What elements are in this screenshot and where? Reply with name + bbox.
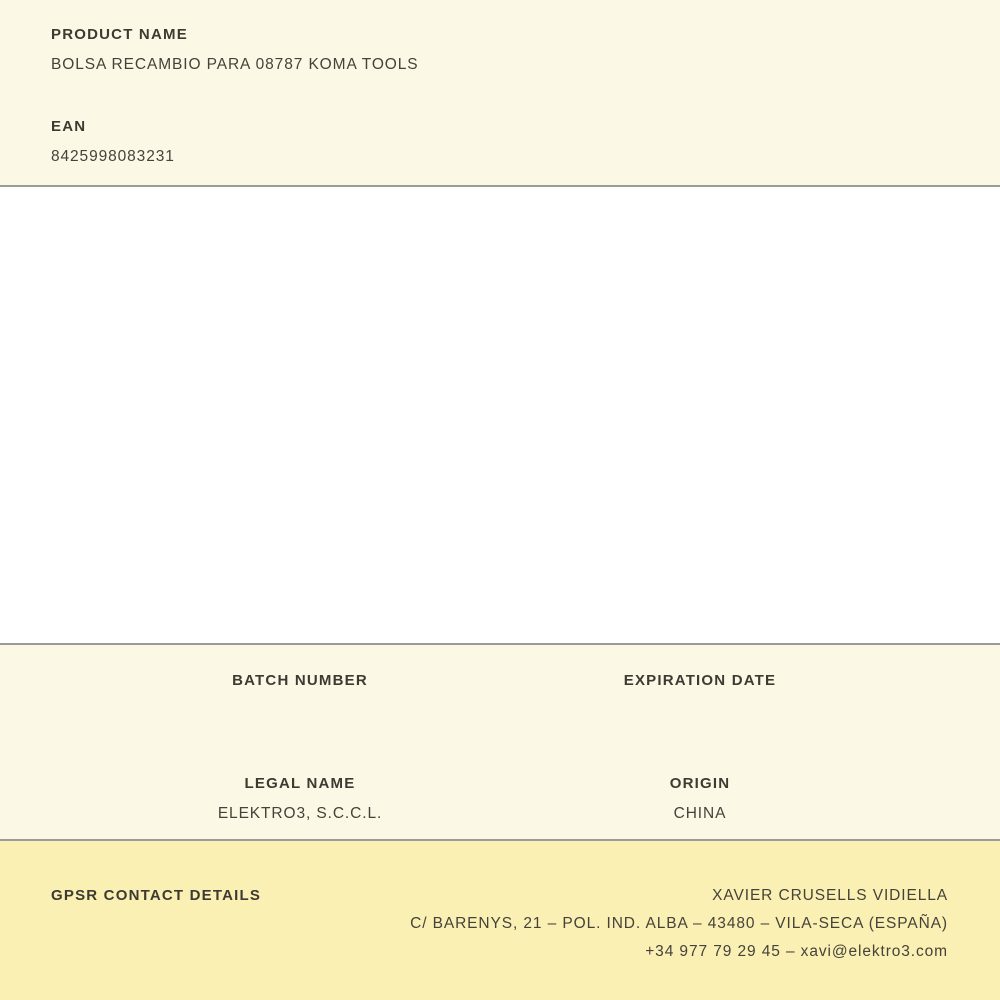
product-header-section — [0, 0, 1000, 187]
product-name-block — [51, 26, 948, 73]
contact-phone-email: +34 977 79 29 45 – xavi@elektro3.com — [645, 943, 948, 960]
details-section — [0, 645, 1000, 841]
details-row-legal-origin — [100, 775, 900, 822]
product-name-value: BOLSA RECAMBIO PARA 08787 KOMA TOOLS — [51, 56, 419, 73]
origin-value: CHINA — [673, 805, 727, 822]
legal-name-label: LEGAL NAME — [244, 775, 356, 792]
batch-number-cell — [100, 672, 500, 702]
expiration-date-label: EXPIRATION DATE — [623, 672, 777, 689]
ean-value: 8425998083231 — [51, 148, 175, 165]
gpsr-contact-section — [0, 841, 1000, 1000]
expiration-date-cell — [500, 672, 900, 702]
gpsr-contact-block — [261, 882, 948, 966]
batch-number-label: BATCH NUMBER — [232, 672, 368, 689]
gpsr-contact-heading: GPSR CONTACT DETAILS — [51, 887, 262, 904]
product-name-label: PRODUCT NAME — [51, 26, 188, 43]
ean-label: EAN — [51, 118, 87, 135]
gpsr-contact-row — [51, 882, 948, 966]
legal-name-cell — [100, 775, 500, 822]
legal-name-value: ELEKTRO3, S.C.C.L. — [217, 805, 383, 822]
product-image-placeholder — [0, 187, 1000, 645]
details-row-batch-expiration — [100, 672, 900, 702]
contact-address: C/ BARENYS, 21 – POL. IND. ALBA – 43480 – VILA-SECA (ESPAÑA) — [410, 915, 948, 932]
ean-block — [51, 118, 948, 165]
origin-label: ORIGIN — [669, 775, 731, 792]
origin-cell — [500, 775, 900, 822]
contact-person-name: XAVIER CRUSELLS VIDIELLA — [712, 887, 948, 904]
